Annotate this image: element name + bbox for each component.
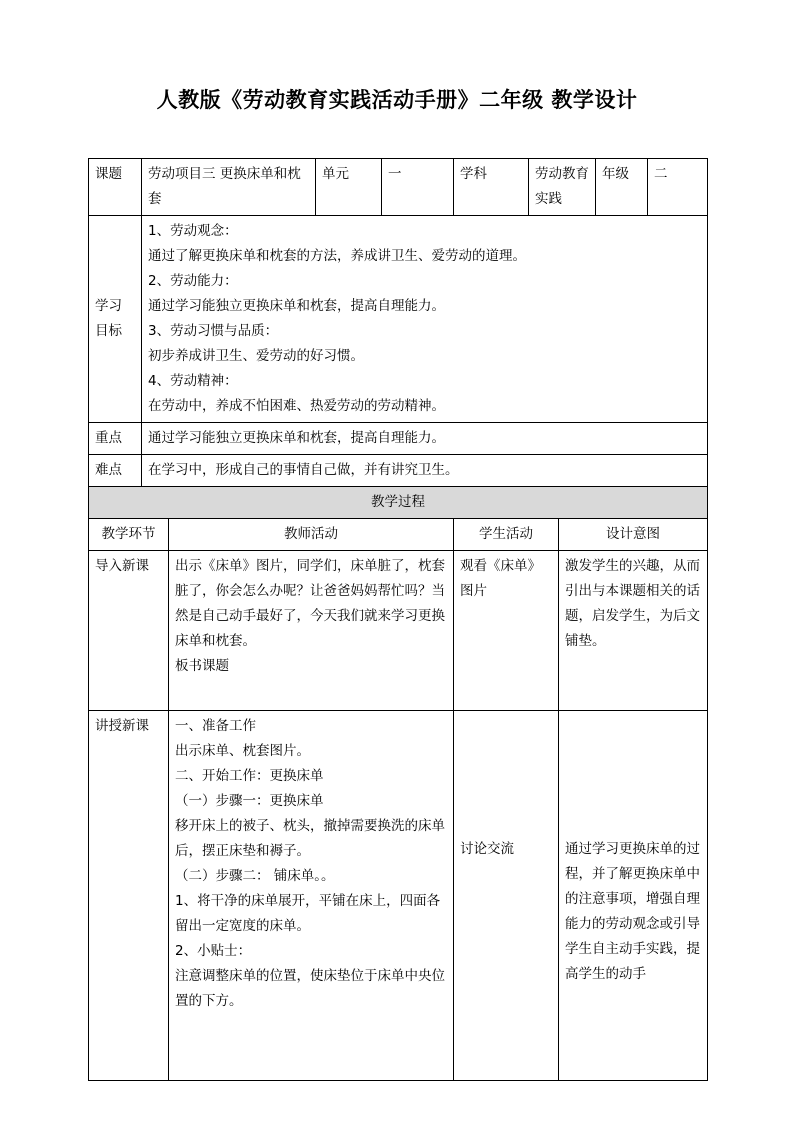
key-point-row: [89, 423, 708, 455]
teacher-activity-text: 移开床上的被子、枕头，撤掉需要换洗的床单后，摆正床垫和褥子。: [175, 818, 445, 859]
process-heading-row: [89, 487, 708, 519]
design-intent-cell: 通过学习更换床单的过程，并了解更换床单中的注意事项，增强自理能力的劳动观念或引导学生自主动手实践，提高学生的动手: [559, 711, 708, 1081]
lesson-plan-sheet: [88, 158, 707, 1064]
teacher-activity-text: 出示《床单》图片，同学们，床单脏了，枕套脏了，你会怎么办呢？让爸爸妈妈帮忙吗？当然是自己动手最好了，今天我们就来学习更换床单和枕套。: [175, 558, 445, 649]
process-heading: 教学过程: [89, 487, 708, 519]
teacher-activity-text: （一）步骤一：更换床单: [175, 793, 324, 809]
teacher-activity-text: 二、开始工作：更换床单: [175, 768, 324, 784]
unit-value: 一: [382, 159, 454, 216]
student-activity-cell: 观看《床单》图片: [454, 551, 559, 711]
header-row: [89, 159, 708, 216]
teacher-activity-text: 2、小贴士：: [175, 943, 252, 959]
teacher-activity-cell: [169, 711, 454, 1081]
goal-line: 初步养成讲卫生、爱劳动的好习惯。: [148, 348, 364, 364]
goal-line: 通过了解更换床单和枕套的方法，养成讲卫生、爱劳动的道理。: [148, 248, 526, 264]
teacher-activity-text: 一、准备工作: [175, 718, 256, 734]
difficulty-row: [89, 455, 708, 487]
design-intent-cell: 激发学生的兴趣，从而引出与本课题相关的话题，启发学生，为后文铺垫。: [559, 551, 708, 711]
column-header-student: 学生活动: [454, 519, 559, 551]
process-column-headers: [89, 519, 708, 551]
teacher-activity-text: 注意调整床单的位置，使床垫位于床单中央位置的下方。: [175, 968, 445, 1009]
goal-line: 3、劳动习惯与品质：: [148, 323, 279, 339]
column-header-teacher: 教师活动: [169, 519, 454, 551]
column-header-stage: 教学环节: [89, 519, 169, 551]
goal-line: 在劳动中，养成不怕困难、热爱劳动的劳动精神。: [148, 398, 445, 414]
subject-value: 劳动教育实践: [529, 159, 596, 216]
teacher-activity-text: （二）步骤二： 铺床单。。: [175, 868, 335, 884]
goal-line: 通过学习能独立更换床单和枕套，提高自理能力。: [148, 298, 445, 314]
key-point-label: 重点: [89, 423, 142, 455]
grade-value: 二: [648, 159, 708, 216]
teacher-activity-text: 板书课题: [175, 658, 229, 674]
goals-label: 学习目标: [89, 216, 142, 423]
process-row-new-lesson: [89, 711, 708, 1081]
topic-value: 劳动项目三 更换床单和枕套: [142, 159, 316, 216]
unit-label: 单元: [316, 159, 382, 216]
goal-line: 4、劳动精神：: [148, 373, 238, 389]
stage-cell: 导入新课: [89, 551, 169, 711]
column-header-intent: 设计意图: [559, 519, 708, 551]
teacher-activity-text: 出示床单、枕套图片。: [175, 743, 310, 759]
goals-row: [89, 216, 708, 423]
subject-label: 学科: [454, 159, 529, 216]
document-title: 人教版《劳动教育实践活动手册》二年级 教学设计: [156, 87, 638, 112]
key-point-text: 通过学习能独立更换床单和枕套，提高自理能力。: [142, 423, 708, 455]
difficulty-text: 在学习中，形成自己的事情自己做，并有讲究卫生。: [142, 455, 708, 487]
student-activity-cell: 讨论交流: [454, 711, 559, 1081]
goals-content: [142, 216, 708, 423]
difficulty-label: 难点: [89, 455, 142, 487]
goal-line: 2、劳动能力：: [148, 273, 238, 289]
grade-label: 年级: [596, 159, 648, 216]
topic-label: 课题: [89, 159, 142, 216]
teacher-activity-cell: [169, 551, 454, 711]
process-row-intro: [89, 551, 708, 711]
goal-line: 1、劳动观念：: [148, 223, 238, 239]
stage-cell: 讲授新课: [89, 711, 169, 1081]
teacher-activity-text: 1、将干净的床单展开，平铺在床上，四面各留出一定宽度的床单。: [175, 893, 441, 934]
lesson-plan-table: [88, 158, 708, 1081]
